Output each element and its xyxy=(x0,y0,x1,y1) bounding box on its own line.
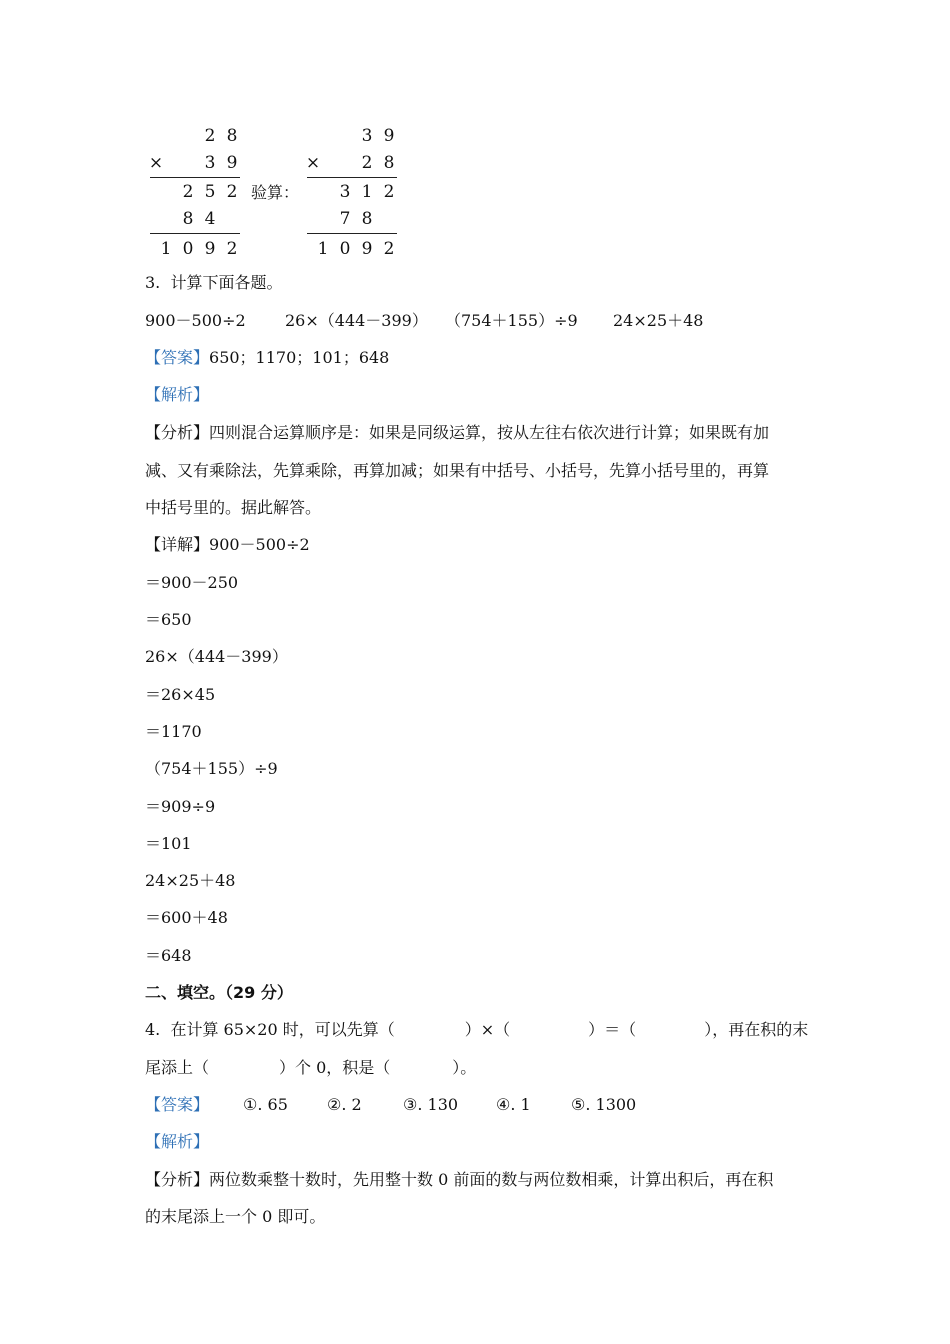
jiexi-tag: 【解析】 xyxy=(145,385,210,404)
divider-line xyxy=(150,177,240,178)
digit: 1 xyxy=(361,182,373,202)
answer-tag: 【答案】 xyxy=(145,1095,210,1114)
digit: 0 xyxy=(339,239,351,259)
digit: 8 xyxy=(182,209,194,229)
divider-line xyxy=(307,233,397,234)
q4-text: 尾添上（ xyxy=(145,1058,210,1077)
answer-row xyxy=(145,348,389,368)
digit: 3 xyxy=(361,126,373,146)
q4-text: ）×（ xyxy=(464,1020,511,1039)
q4-text: ）＝（ xyxy=(588,1020,637,1039)
q4-text: ）个 0，积是（ xyxy=(279,1058,391,1077)
divider-line xyxy=(150,233,240,234)
digit: 2 xyxy=(383,239,395,259)
analysis-text: 四则混合运算顺序是：如果是同级运算，按从左往右依次进行计算；如果既有加 xyxy=(209,423,770,442)
digit: 2 xyxy=(182,182,194,202)
q4-analysis-line-2: 的末尾添上一个 0 即可。 xyxy=(145,1207,326,1226)
multiply-sign: × xyxy=(305,153,321,173)
detail-tag: 【详解】 xyxy=(145,535,210,554)
digit: 2 xyxy=(204,126,216,146)
answer-item: ⑤. 1300 xyxy=(571,1095,637,1114)
multiply-sign: × xyxy=(148,153,164,173)
digit: 2 xyxy=(226,239,238,259)
check-label: 验算： xyxy=(251,183,300,202)
digit: 8 xyxy=(226,126,238,146)
digit: 4 xyxy=(204,209,216,229)
analysis-tag: 【分析】 xyxy=(145,1170,210,1189)
analysis-text: 两位数乘整十数时，先用整十数 0 前面的数与两位数相乘，计算出积后，再在积 xyxy=(209,1170,774,1189)
answer-item: ③. 130 xyxy=(403,1095,459,1114)
answer-item: ④. 1 xyxy=(496,1095,531,1114)
analysis-tag: 【分析】 xyxy=(145,423,210,442)
problem: 900－500÷2 xyxy=(145,311,246,330)
detail-line: 26×（444－399） xyxy=(145,647,288,666)
answer-item: ②. 2 xyxy=(327,1095,362,1114)
answer-item: ①. 65 xyxy=(243,1095,288,1114)
detail-line: ＝26×45 xyxy=(145,685,216,704)
detail-line: ＝648 xyxy=(145,946,192,965)
digit: 3 xyxy=(204,153,216,173)
detail-line: ＝1170 xyxy=(145,722,202,741)
q4-analysis-line-1 xyxy=(145,1170,773,1190)
answer-text: 650；1170；101；648 xyxy=(209,348,390,367)
digit: 2 xyxy=(361,153,373,173)
question-3-title: 3. 计算下面各题。 xyxy=(145,273,283,292)
detail-first-line xyxy=(145,535,310,555)
analysis-line-1 xyxy=(145,423,769,443)
digit: 9 xyxy=(226,153,238,173)
digit: 2 xyxy=(226,182,238,202)
q4-text: 4. 在计算 65×20 时，可以先算（ xyxy=(145,1020,395,1039)
digit: 0 xyxy=(182,239,194,259)
problem: 24×25＋48 xyxy=(613,311,704,330)
detail-line: 24×25＋48 xyxy=(145,871,236,890)
digit: 8 xyxy=(383,153,395,173)
digit: 9 xyxy=(204,239,216,259)
detail-line: ＝600＋48 xyxy=(145,908,228,927)
digit: 2 xyxy=(383,182,395,202)
answer-tag: 【答案】 xyxy=(145,348,210,367)
digit: 5 xyxy=(204,182,216,202)
detail-line: ＝650 xyxy=(145,610,192,629)
question-4-line-1 xyxy=(145,1020,808,1040)
q4-text: ），再在积的末 xyxy=(704,1020,809,1039)
analysis-line-2: 减、又有乘除法，先算乘除，再算加减；如果有中括号、小括号，先算小括号里的，再算 xyxy=(145,461,770,480)
analysis-line-3: 中括号里的。据此解答。 xyxy=(145,498,322,517)
digit: 1 xyxy=(160,239,172,259)
digit: 9 xyxy=(383,126,395,146)
detail-line: ＝101 xyxy=(145,834,192,853)
section-2-title: 二、填空。（29 分） xyxy=(145,983,293,1002)
digit: 9 xyxy=(361,239,373,259)
divider-line xyxy=(307,177,397,178)
detail-line: ＝909÷9 xyxy=(145,797,216,816)
problem: 26×（444－399） xyxy=(285,311,428,330)
detail-line: （754＋155）÷9 xyxy=(145,759,278,778)
digit: 1 xyxy=(317,239,329,259)
detail-text: 900－500÷2 xyxy=(209,535,310,554)
digit: 8 xyxy=(361,209,373,229)
question-4-line-2 xyxy=(145,1058,476,1078)
detail-line: ＝900－250 xyxy=(145,573,239,592)
q4-text: ）。 xyxy=(452,1058,477,1077)
jiexi-tag: 【解析】 xyxy=(145,1132,210,1151)
problem: （754＋155）÷9 xyxy=(445,311,578,330)
digit: 7 xyxy=(339,209,351,229)
digit: 3 xyxy=(339,182,351,202)
